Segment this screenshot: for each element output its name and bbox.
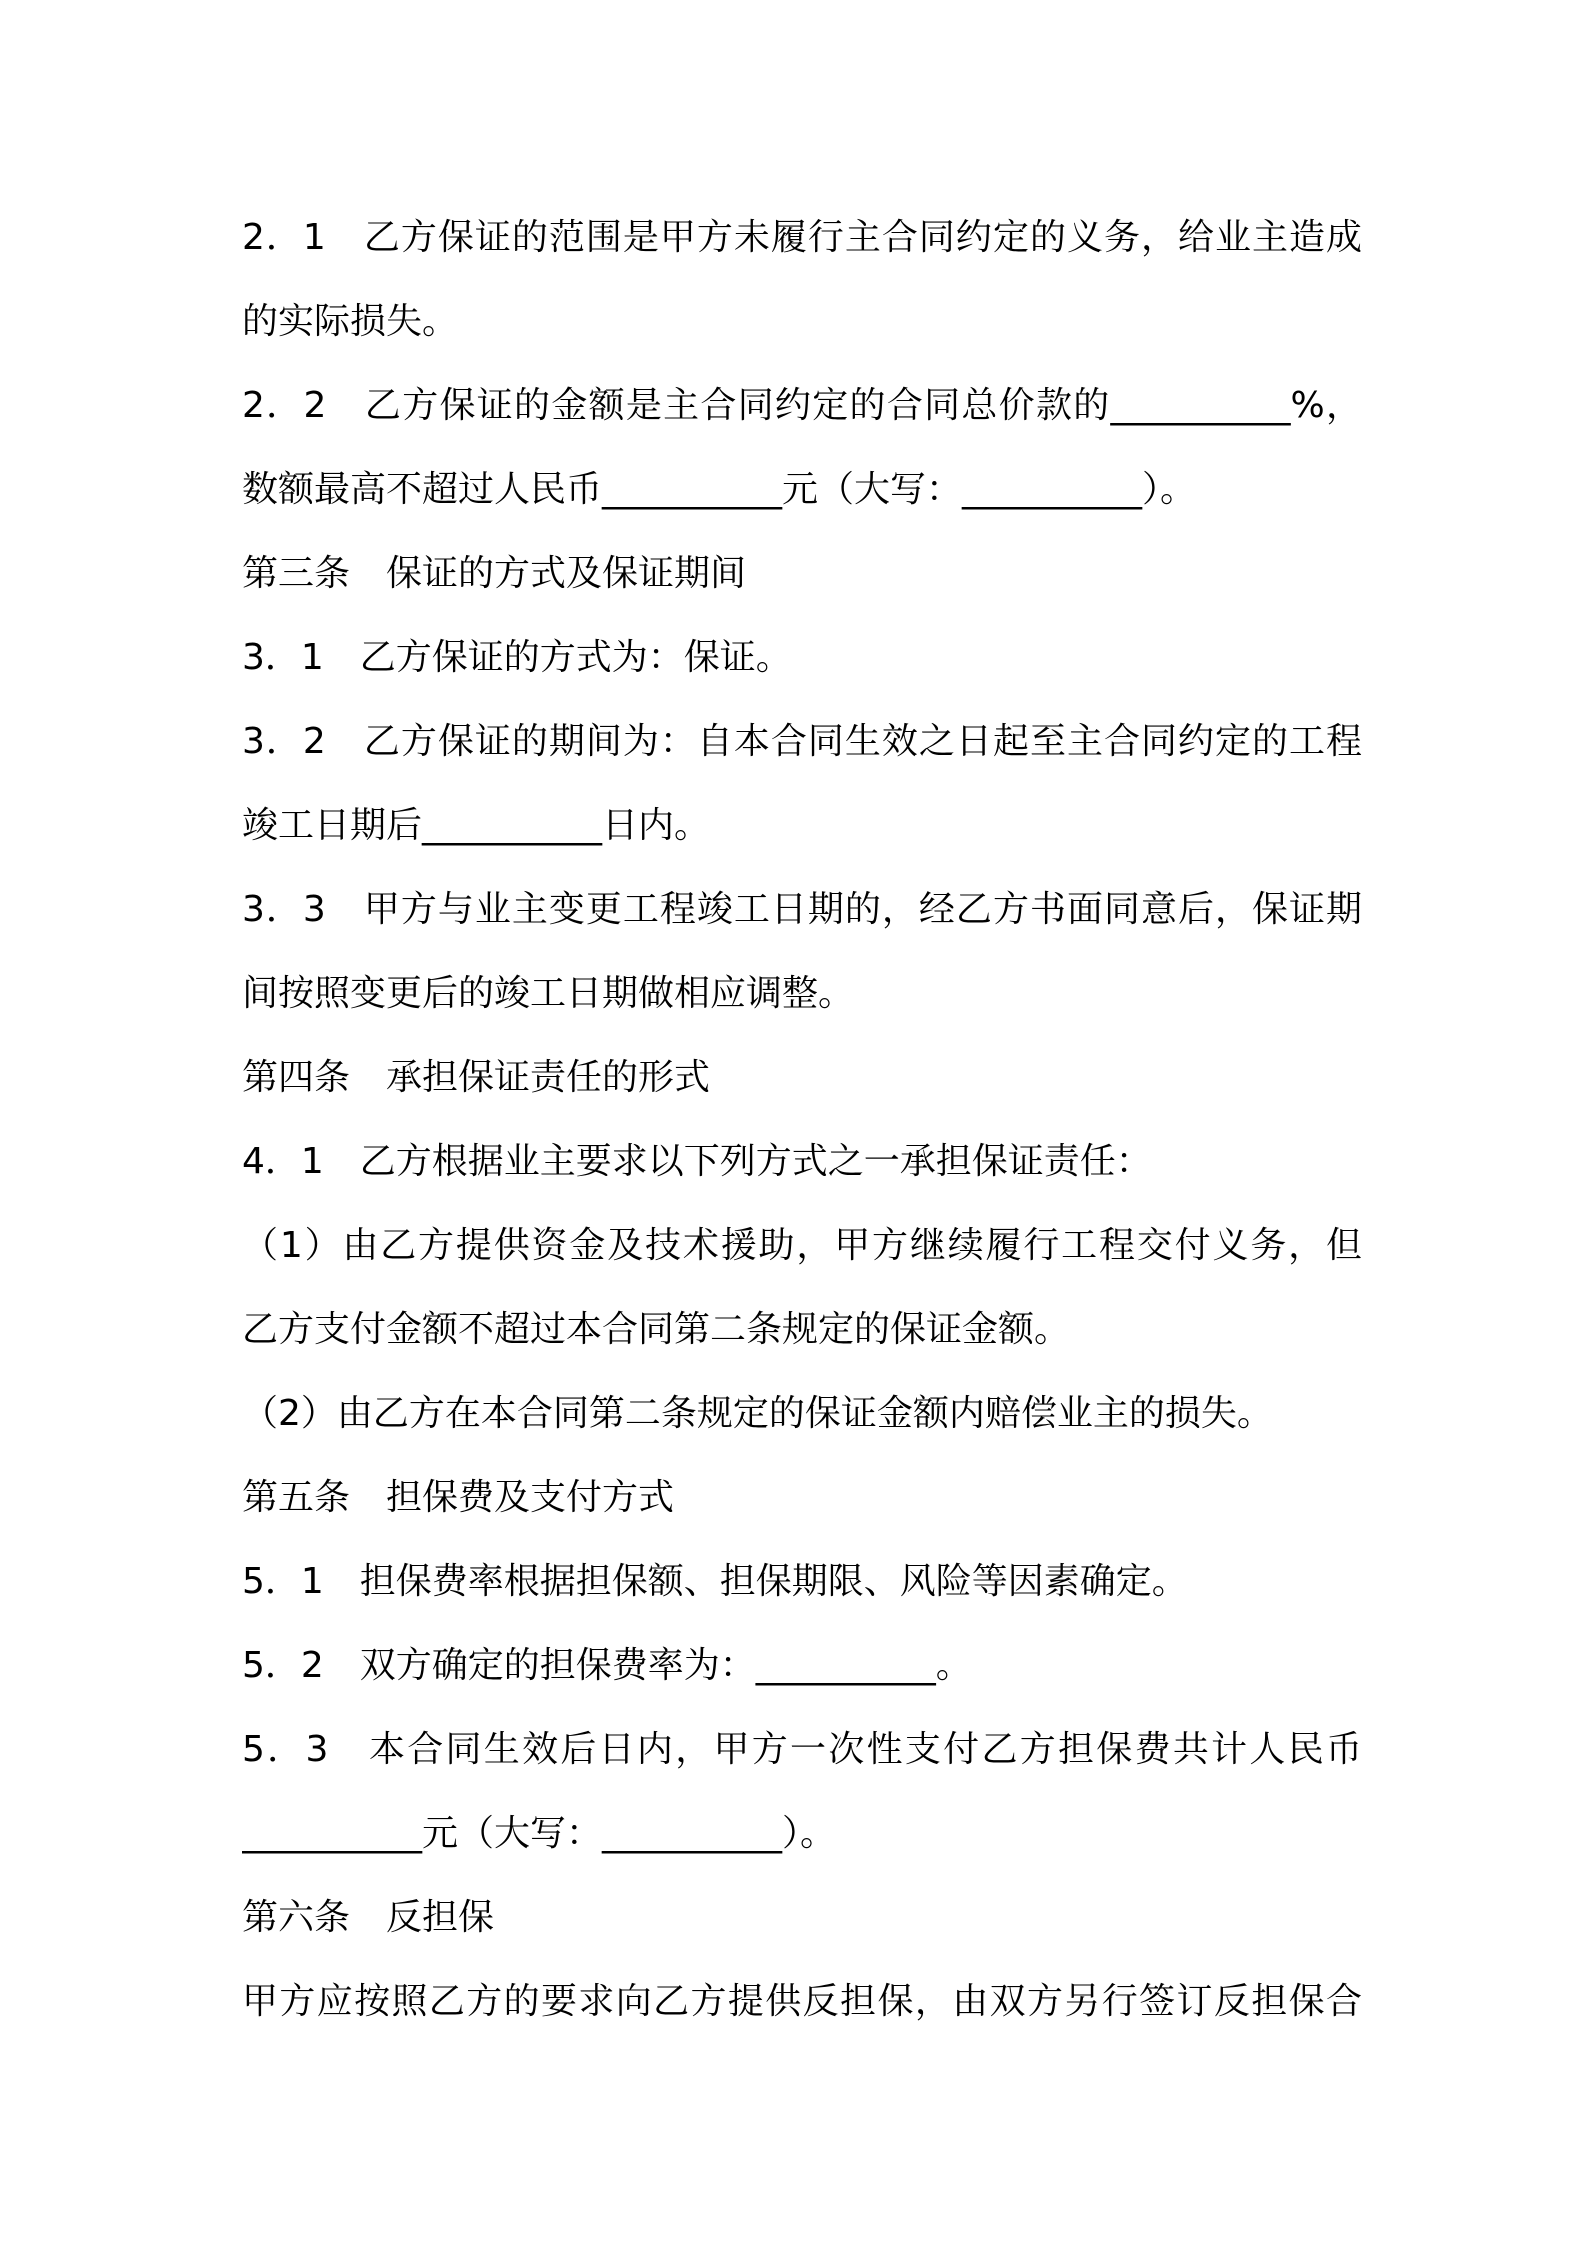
clause-5-3-line-1: 5．3 本合同生效后日内，甲方一次性支付乙方担保费共计人民币	[242, 1729, 1362, 1770]
article-6-heading: 第六条 反担保	[242, 1897, 495, 1938]
article-4-heading: 第四条 承担保证责任的形式	[242, 1057, 711, 1098]
clause-4-1-item-1-line-2: 乙方支付金额不超过本合同第二条规定的保证金额。	[242, 1309, 1071, 1350]
article-6-line-1: 甲方应按照乙方的要求向乙方提供反担保，由双方另行签订反担保合	[242, 1981, 1362, 2022]
clause-2-2-line-1: 2．2 乙方保证的金额是主合同约定的合同总价款的__________%，	[242, 385, 1362, 426]
clause-4-1-item-2: （2）由乙方在本合同第二条规定的保证金额内赔偿业主的损失。	[242, 1393, 1273, 1434]
contract-body	[242, 196, 1362, 2044]
clause-3-3-line-2: 间按照变更后的竣工日期做相应调整。	[242, 973, 855, 1014]
article-3-heading: 第三条 保证的方式及保证期间	[242, 553, 747, 594]
clause-4-1-item-1-line-1: （1）由乙方提供资金及技术援助，甲方继续履行工程交付义务，但	[242, 1225, 1362, 1266]
clause-5-1: 5．1 担保费率根据担保额、担保期限、风险等因素确定。	[242, 1561, 1188, 1602]
clause-5-3-line-2: __________元（大写：__________）。	[242, 1813, 837, 1854]
clause-4-1: 4．1 乙方根据业主要求以下列方式之一承担保证责任：	[242, 1141, 1152, 1182]
article-5-heading: 第五条 担保费及支付方式	[242, 1477, 675, 1518]
clause-3-2-line-2: 竣工日期后__________日内。	[242, 805, 711, 846]
clause-2-1-line-2: 的实际损失。	[242, 301, 459, 342]
clause-3-1: 3．1 乙方保证的方式为：保证。	[242, 637, 792, 678]
clause-5-2: 5．2 双方确定的担保费率为：__________。	[242, 1645, 972, 1686]
clause-2-1-line-1: 2．1 乙方保证的范围是甲方未履行主合同约定的义务，给业主造成	[242, 217, 1362, 258]
clause-2-2-line-2: 数额最高不超过人民币__________元（大写：__________）。	[242, 469, 1197, 510]
clause-3-3-line-1: 3．3 甲方与业主变更工程竣工日期的，经乙方书面同意后，保证期	[242, 889, 1362, 930]
clause-3-2-line-1: 3．2 乙方保证的期间为：自本合同生效之日起至主合同约定的工程	[242, 721, 1362, 762]
